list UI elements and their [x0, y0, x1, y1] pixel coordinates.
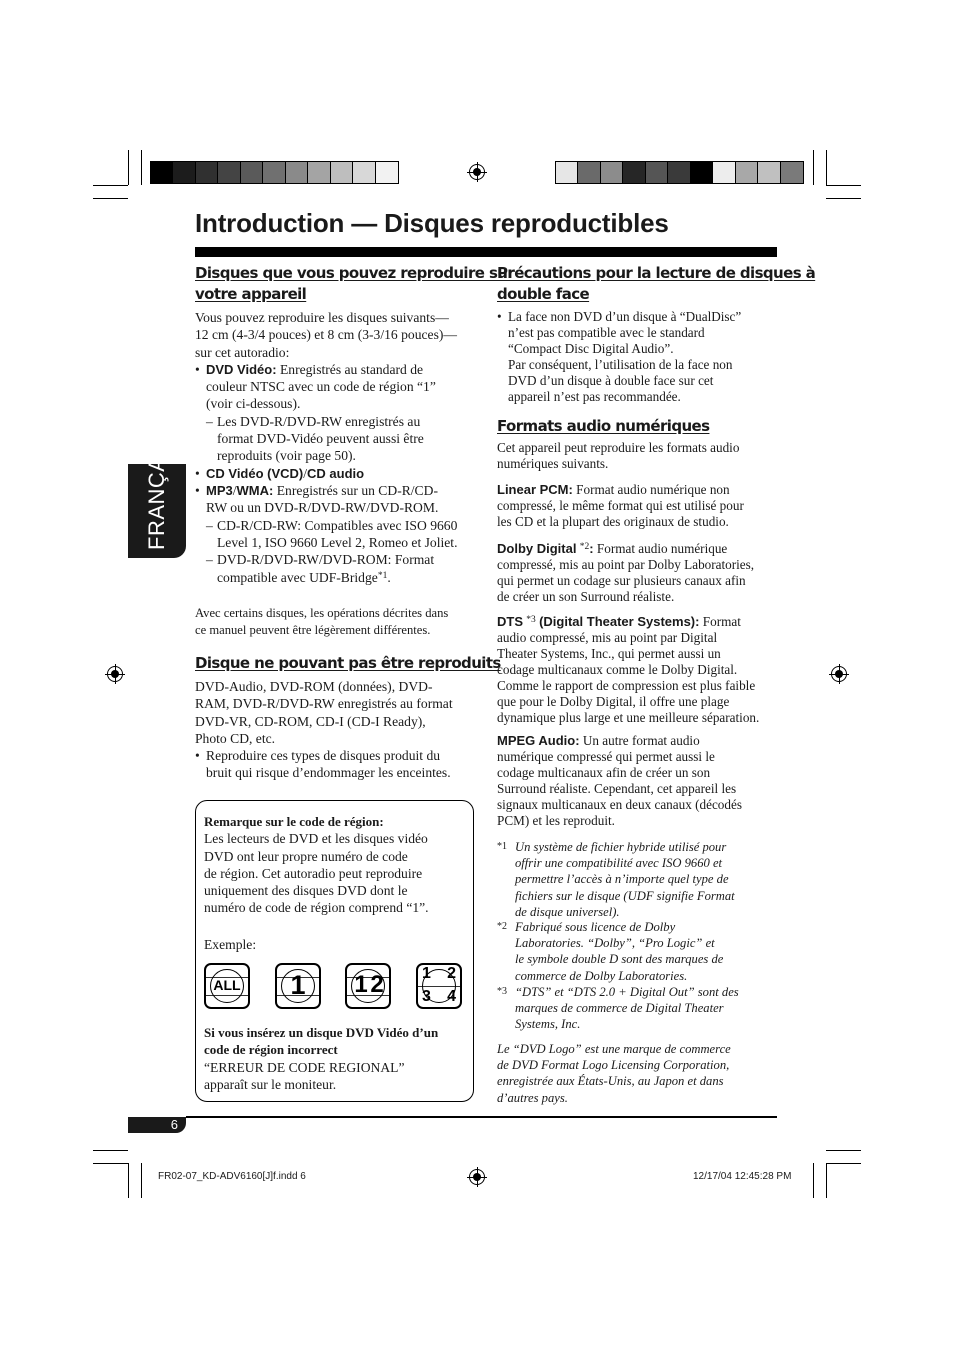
color-swatch	[736, 162, 758, 183]
color-swatch	[286, 162, 308, 183]
color-swatch	[601, 162, 623, 183]
mpeg-audio-entry: MPEG Audio: Un autre format audio numérique compressé qui permet aussi le codage multicanaux afin de créer un son Surround réaliste. Cependant, cet appareil les signaux multicanaux en deux canaux (décodés PCM) et les reproduit.	[497, 733, 742, 828]
registration-mark-left-icon	[107, 666, 123, 682]
footer-timestamp: 12/17/04 12:45:28 PM	[693, 1171, 792, 1182]
color-bar-left	[150, 161, 399, 184]
color-swatch	[646, 162, 668, 183]
color-swatch	[781, 162, 803, 183]
color-swatch	[331, 162, 353, 183]
double-sided-body: • La face non DVD d’un disque à “DualDisc” n’est pas compatible avec le standard “Compact Disc Digital Audio”. Par conséquent, l’utilisation de la face non DVD d’un disque à double face sur cet appareil n’est pas recommandée.	[497, 309, 742, 404]
example-label: Exemple:	[204, 937, 257, 952]
color-swatch	[556, 162, 578, 183]
heading-playable-discs: Disques que vous pouvez reproduire sur votre appareil	[195, 264, 515, 303]
color-swatch	[713, 162, 735, 183]
footnote-3: *3 “DTS” et “DTS 2.0 + Digital Out” sont des marques de commerce de Digital Theater Systems, Inc.	[497, 985, 739, 1032]
color-swatch	[691, 162, 713, 183]
bottom-rule	[186, 1116, 777, 1118]
registration-mark-bottom-icon	[469, 1169, 485, 1185]
registration-mark-right-icon	[831, 666, 847, 682]
playable-discs-body: Vous pouvez reproduire les disques suivants— 12 cm (4-3/4 pouces) et 8 cm (3-3/16 pouces)— sur cet autoradio: • DVD Vidéo: Enregistrés au standard de couleur NTSC avec un code de région “1” (voir ci-dessous). – Les DVD-R/DVD-RW enregistrés au format DVD-Vidéo peuvent aussi être reproduits (voir page 50). • CD Vidéo (VCD)/CD audio • MP3/WMA: Enregistrés sur un CD-R/CD- RW ou un DVD-R/DVD-RW/DVD-ROM. – CD-R/CD-RW: Compatibles avec ISO 9660 Level 1, ISO 9660 Level 2, Romeo et Joliet. – DVD-R/DVD-RW/DVD-ROM: Format compatible avec UDF-Bridge$^{*1}$.	[195, 310, 458, 586]
color-swatch	[151, 162, 173, 183]
dts-entry: DTS $^{*3}$ (Digital Theater Systems): Format audio compressé, mis au point par Digital Theater Systems, Inc., qui permet aussi un codage multicanaux comme le Dolby Digital. Comme le rapport de compression est plus faible que pour le Dolby Digital, il offre une plage dynamique plus large et une meilleure séparation.	[497, 614, 760, 725]
digital-audio-intro: Cet appareil peut reproduire les formats audio numériques suivants.	[497, 440, 740, 471]
mp3-wma-item: • MP3/WMA: Enregistrés sur un CD-R/CD-	[195, 482, 438, 498]
region-warning: Si vous insérez un disque DVD Vidéo d’un code de région incorrect “ERREUR DE CODE REGIONAL” apparaît sur le moniteur.	[204, 1025, 439, 1092]
cd-item: • CD Vidéo (VCD)/CD audio	[195, 465, 365, 481]
color-swatch	[241, 162, 263, 183]
color-swatch	[308, 162, 330, 183]
registration-mark-top-icon	[469, 164, 485, 180]
footnote-1: *1 Un système de fichier hybride utilisé pour offrir une compatibilité avec ISO 9660 et permettre l’accès à n’importe quel type de fichiers sur le disque (UDF signifie Format de disque universel).	[497, 840, 735, 919]
color-swatch	[578, 162, 600, 183]
dvd-logo-trademark-note: Le “DVD Logo” est une marque de commerce de DVD Format Logo Licensing Corporation, enregistrée aux États-Unis, au Japon et dans d’autres pays.	[497, 1042, 731, 1105]
heading-unplayable-discs: Disque ne pouvant pas être reproduits	[195, 654, 501, 672]
color-swatch	[376, 162, 398, 183]
page-number: 6	[128, 1117, 186, 1133]
color-swatch	[668, 162, 690, 183]
color-bar-right	[555, 161, 804, 184]
page-title: Introduction — Disques reproductibles	[195, 208, 669, 238]
footnote-2: *2 Fabriqué sous licence de Dolby Laboratories. “Dolby”, “Pro Logic” et le symbole double D sont des marques de commerce de Dolby Laboratories.	[497, 920, 724, 983]
linear-pcm-entry: Linear PCM: Format audio numérique non compressé, le même format qui est utilisé pour les CD et la plupart des originaux de studio.	[497, 482, 744, 529]
language-tab	[128, 434, 186, 558]
color-swatch	[173, 162, 195, 183]
region-badge-1-2-3-4: 1 2 3 4	[416, 963, 462, 1009]
dvd-video-item: • DVD Vidéo: Enregistrés au standard de	[195, 361, 424, 377]
region-code-note-text: Remarque sur le code de région: Les lecteurs de DVD et les disques vidéo DVD ont leur propre numéro de code de région. Cet autoradio peut reproduire uniquement des disques DVD dont le numéro de code de région comprend “1”.	[204, 814, 429, 916]
color-swatch	[218, 162, 240, 183]
title-rule	[195, 247, 777, 257]
color-swatch	[196, 162, 218, 183]
heading-double-sided-precautions: Précautions pour la lecture de disques à double face	[497, 264, 816, 303]
color-swatch	[623, 162, 645, 183]
region-badge-all: ALL	[204, 963, 250, 1009]
color-swatch	[263, 162, 285, 183]
color-swatch	[353, 162, 375, 183]
dolby-digital-entry: Dolby Digital $^{*2}$: Format audio numérique compressé, mis au point par Dolby Laboratories, qui permet un codage sur plusieurs canaux afin de créer un son Surround réaliste.	[497, 541, 755, 604]
color-swatch	[758, 162, 780, 183]
heading-digital-audio-formats: Formats audio numériques	[497, 417, 710, 435]
footer-file-name: FR02-07_KD-ADV6160[J]f.indd 6	[158, 1171, 306, 1182]
disc-operation-note: Avec certains disques, les opérations décrites dans ce manuel peuvent être légèrement différentes.	[195, 606, 449, 637]
language-tab-label: FRANÇAIS	[144, 434, 169, 550]
unplayable-discs-body: DVD-Audio, DVD-ROM (données), DVD- RAM, DVD-R/DVD-RW enregistrés au format DVD-VR, CD-ROM, CD-I (CD-I Ready), Photo CD, etc. • Reproduire ces types de disques produit du bruit qui risque d’endommager les enceintes.	[195, 679, 453, 781]
region-badge-1: 1	[275, 963, 321, 1009]
region-badge-1-2: 1 2	[345, 963, 391, 1009]
